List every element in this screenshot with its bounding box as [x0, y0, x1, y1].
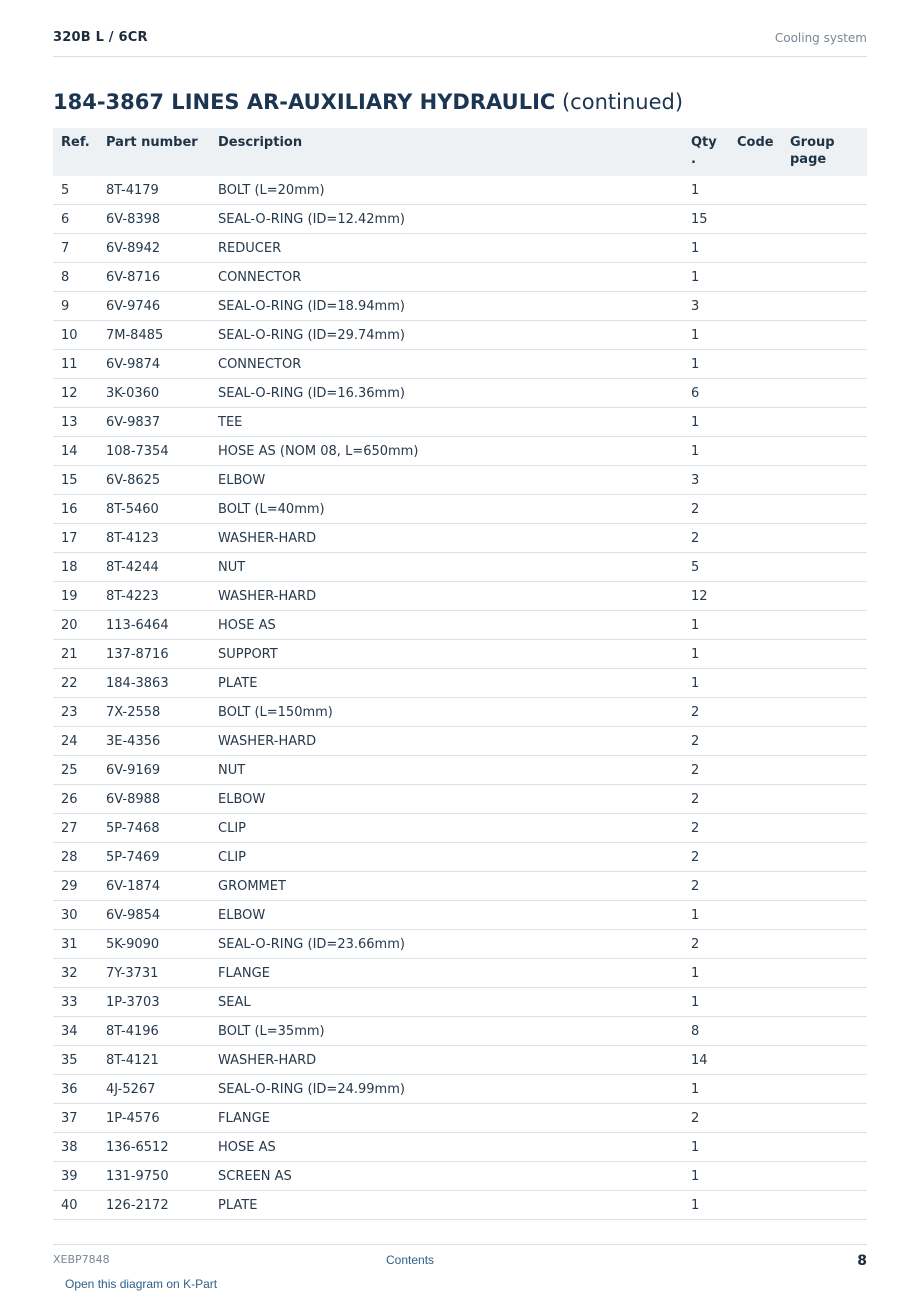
cell-qty: 2	[691, 1104, 737, 1133]
cell-part-number: 6V-9169	[106, 756, 218, 785]
cell-qty: 14	[691, 1046, 737, 1075]
cell-part-number: 113-6464	[106, 611, 218, 640]
cell-qty: 2	[691, 727, 737, 756]
machine-model: 320B L / 6CR	[53, 30, 148, 45]
cell-group-page	[790, 1046, 867, 1075]
cell-code	[737, 1017, 790, 1046]
cell-qty: 1	[691, 988, 737, 1017]
cell-group-page	[790, 988, 867, 1017]
cell-description: SEAL-O-RING (ID=18.94mm)	[218, 292, 691, 321]
header-ref: Ref.	[53, 128, 106, 176]
cell-part-number: 8T-4223	[106, 582, 218, 611]
cell-ref: 38	[53, 1133, 106, 1162]
table-row	[53, 1046, 867, 1075]
cell-description: BOLT (L=150mm)	[218, 698, 691, 727]
cell-group-page	[790, 582, 867, 611]
header-description: Description	[218, 128, 691, 176]
header-part-number: Part number	[106, 128, 218, 176]
cell-group-page	[790, 1075, 867, 1104]
cell-ref: 14	[53, 437, 106, 466]
cell-description: FLANGE	[218, 1104, 691, 1133]
cell-group-page	[790, 234, 867, 263]
cell-code	[737, 1075, 790, 1104]
table-row	[53, 1191, 867, 1220]
cell-qty: 1	[691, 640, 737, 669]
cell-qty: 1	[691, 959, 737, 988]
cell-part-number: 4J-5267	[106, 1075, 218, 1104]
page-header	[53, 28, 867, 57]
cell-qty: 12	[691, 582, 737, 611]
cell-qty: 2	[691, 698, 737, 727]
table-row	[53, 495, 867, 524]
cell-code	[737, 263, 790, 292]
cell-part-number: 6V-8398	[106, 205, 218, 234]
cell-ref: 39	[53, 1162, 106, 1191]
cell-group-page	[790, 495, 867, 524]
table-header-row	[53, 128, 867, 176]
cell-part-number: 6V-8716	[106, 263, 218, 292]
cell-description: CLIP	[218, 843, 691, 872]
table-row	[53, 640, 867, 669]
cell-part-number: 8T-4121	[106, 1046, 218, 1075]
cell-ref: 10	[53, 321, 106, 350]
cell-ref: 21	[53, 640, 106, 669]
cell-group-page	[790, 1191, 867, 1220]
cell-description: CONNECTOR	[218, 263, 691, 292]
cell-qty: 6	[691, 379, 737, 408]
cell-part-number: 137-8716	[106, 640, 218, 669]
cell-part-number: 6V-8625	[106, 466, 218, 495]
cell-code	[737, 495, 790, 524]
cell-qty: 2	[691, 495, 737, 524]
cell-ref: 36	[53, 1075, 106, 1104]
cell-code	[737, 408, 790, 437]
cell-code	[737, 1162, 790, 1191]
cell-code	[737, 466, 790, 495]
cell-code	[737, 640, 790, 669]
table-row	[53, 698, 867, 727]
cell-group-page	[790, 379, 867, 408]
cell-code	[737, 901, 790, 930]
cell-ref: 33	[53, 988, 106, 1017]
cell-part-number: 8T-4179	[106, 176, 218, 205]
cell-ref: 12	[53, 379, 106, 408]
parts-table	[53, 128, 867, 1220]
cell-group-page	[790, 1133, 867, 1162]
cell-code	[737, 843, 790, 872]
cell-qty: 1	[691, 1133, 737, 1162]
cell-description: NUT	[218, 756, 691, 785]
cell-part-number: 1P-4576	[106, 1104, 218, 1133]
cell-part-number: 126-2172	[106, 1191, 218, 1220]
cell-group-page	[790, 263, 867, 292]
header-qty-line2: .	[691, 152, 696, 167]
cell-description: WASHER-HARD	[218, 1046, 691, 1075]
cell-group-page	[790, 408, 867, 437]
cell-qty: 1	[691, 321, 737, 350]
table-row	[53, 1075, 867, 1104]
cell-part-number: 7M-8485	[106, 321, 218, 350]
cell-code	[737, 1046, 790, 1075]
table-row	[53, 611, 867, 640]
cell-description: SEAL-O-RING (ID=12.42mm)	[218, 205, 691, 234]
title-group-name: 184-3867 LINES AR-AUXILIARY HYDRAULIC	[53, 90, 556, 114]
header-qty-line1: Qty	[691, 135, 717, 150]
cell-ref: 8	[53, 263, 106, 292]
table-row	[53, 408, 867, 437]
table-row	[53, 1104, 867, 1133]
cell-group-page	[790, 321, 867, 350]
cell-part-number: 3E-4356	[106, 727, 218, 756]
cell-code	[737, 292, 790, 321]
cell-group-page	[790, 466, 867, 495]
cell-part-number: 8T-4244	[106, 553, 218, 582]
contents-link[interactable]: Contents	[386, 1253, 435, 1267]
cell-description: SEAL-O-RING (ID=29.74mm)	[218, 321, 691, 350]
cell-description: ELBOW	[218, 785, 691, 814]
cell-qty: 1	[691, 901, 737, 930]
cell-qty: 1	[691, 176, 737, 205]
page-footer	[53, 1244, 867, 1295]
cell-description: WASHER-HARD	[218, 727, 691, 756]
table-row	[53, 814, 867, 843]
table-row	[53, 292, 867, 321]
cell-qty: 2	[691, 930, 737, 959]
cell-group-page	[790, 437, 867, 466]
cell-part-number: 136-6512	[106, 1133, 218, 1162]
header-group-line1: Group	[790, 135, 835, 150]
cell-qty: 1	[691, 669, 737, 698]
cell-ref: 25	[53, 756, 106, 785]
cell-qty: 8	[691, 1017, 737, 1046]
cell-qty: 2	[691, 785, 737, 814]
cell-code	[737, 553, 790, 582]
cell-ref: 28	[53, 843, 106, 872]
cell-code	[737, 727, 790, 756]
cell-code	[737, 321, 790, 350]
cell-ref: 18	[53, 553, 106, 582]
cell-description: ELBOW	[218, 466, 691, 495]
cell-code	[737, 582, 790, 611]
cell-group-page	[790, 292, 867, 321]
cell-group-page	[790, 727, 867, 756]
cell-description: GROMMET	[218, 872, 691, 901]
cell-part-number: 1P-3703	[106, 988, 218, 1017]
cell-part-number: 108-7354	[106, 437, 218, 466]
cell-qty: 1	[691, 1075, 737, 1104]
cell-description: HOSE AS (NOM 08, L=650mm)	[218, 437, 691, 466]
cell-part-number: 5P-7469	[106, 843, 218, 872]
cell-ref: 24	[53, 727, 106, 756]
cell-group-page	[790, 1104, 867, 1133]
cell-part-number: 7Y-3731	[106, 959, 218, 988]
table-row	[53, 872, 867, 901]
cell-code	[737, 698, 790, 727]
cell-group-page	[790, 814, 867, 843]
cell-qty: 1	[691, 350, 737, 379]
table-row	[53, 176, 867, 205]
cell-part-number: 3K-0360	[106, 379, 218, 408]
cell-ref: 7	[53, 234, 106, 263]
cell-group-page	[790, 756, 867, 785]
cell-ref: 5	[53, 176, 106, 205]
cell-part-number: 8T-4196	[106, 1017, 218, 1046]
cell-description: NUT	[218, 553, 691, 582]
cell-qty: 3	[691, 292, 737, 321]
cell-part-number: 6V-1874	[106, 872, 218, 901]
cell-code	[737, 756, 790, 785]
title-continued: (continued)	[555, 90, 684, 114]
table-row	[53, 756, 867, 785]
cell-code	[737, 785, 790, 814]
header-qty	[691, 128, 737, 176]
cell-ref: 37	[53, 1104, 106, 1133]
cell-qty: 1	[691, 408, 737, 437]
cell-group-page	[790, 901, 867, 930]
cell-code	[737, 176, 790, 205]
page-title	[53, 90, 683, 114]
cell-ref: 32	[53, 959, 106, 988]
table-row	[53, 901, 867, 930]
cell-ref: 11	[53, 350, 106, 379]
cell-qty: 1	[691, 263, 737, 292]
cell-ref: 27	[53, 814, 106, 843]
cell-code	[737, 1104, 790, 1133]
cell-description: ELBOW	[218, 901, 691, 930]
cell-ref: 13	[53, 408, 106, 437]
cell-qty: 15	[691, 205, 737, 234]
cell-ref: 40	[53, 1191, 106, 1220]
table-row	[53, 785, 867, 814]
cell-code	[737, 814, 790, 843]
cell-code	[737, 930, 790, 959]
table-row	[53, 466, 867, 495]
cell-code	[737, 872, 790, 901]
cell-ref: 15	[53, 466, 106, 495]
header-group-line2: page	[790, 152, 827, 167]
cell-part-number: 6V-8942	[106, 234, 218, 263]
cell-description: SCREEN AS	[218, 1162, 691, 1191]
cell-code	[737, 669, 790, 698]
cell-group-page	[790, 785, 867, 814]
cell-code	[737, 988, 790, 1017]
cell-description: SEAL	[218, 988, 691, 1017]
kpart-link[interactable]: Open this diagram on K-Part	[65, 1277, 218, 1291]
cell-part-number: 184-3863	[106, 669, 218, 698]
cell-description: CLIP	[218, 814, 691, 843]
table-row	[53, 350, 867, 379]
cell-group-page	[790, 1017, 867, 1046]
table-row	[53, 524, 867, 553]
cell-group-page	[790, 930, 867, 959]
cell-code	[737, 205, 790, 234]
cell-code	[737, 379, 790, 408]
cell-ref: 34	[53, 1017, 106, 1046]
table-row	[53, 1017, 867, 1046]
table-row	[53, 930, 867, 959]
cell-qty: 1	[691, 611, 737, 640]
cell-description: HOSE AS	[218, 611, 691, 640]
cell-code	[737, 959, 790, 988]
cell-part-number: 5P-7468	[106, 814, 218, 843]
cell-ref: 23	[53, 698, 106, 727]
cell-ref: 16	[53, 495, 106, 524]
table-row	[53, 379, 867, 408]
cell-qty: 2	[691, 524, 737, 553]
cell-description: BOLT (L=40mm)	[218, 495, 691, 524]
cell-description: WASHER-HARD	[218, 524, 691, 553]
table-row	[53, 959, 867, 988]
cell-ref: 22	[53, 669, 106, 698]
table-row	[53, 669, 867, 698]
cell-code	[737, 524, 790, 553]
cell-qty: 3	[691, 466, 737, 495]
cell-group-page	[790, 843, 867, 872]
cell-code	[737, 1133, 790, 1162]
table-row	[53, 321, 867, 350]
cell-part-number: 8T-4123	[106, 524, 218, 553]
cell-ref: 35	[53, 1046, 106, 1075]
table-row	[53, 1162, 867, 1191]
table-row	[53, 1133, 867, 1162]
cell-group-page	[790, 698, 867, 727]
cell-qty: 2	[691, 843, 737, 872]
cell-group-page	[790, 524, 867, 553]
cell-group-page	[790, 959, 867, 988]
cell-group-page	[790, 176, 867, 205]
cell-description: REDUCER	[218, 234, 691, 263]
cell-ref: 19	[53, 582, 106, 611]
cell-code	[737, 234, 790, 263]
cell-ref: 9	[53, 292, 106, 321]
cell-group-page	[790, 350, 867, 379]
cell-description: HOSE AS	[218, 1133, 691, 1162]
cell-code	[737, 611, 790, 640]
cell-ref: 20	[53, 611, 106, 640]
cell-code	[737, 350, 790, 379]
cell-qty: 1	[691, 1191, 737, 1220]
cell-code	[737, 437, 790, 466]
cell-ref: 6	[53, 205, 106, 234]
cell-description: WASHER-HARD	[218, 582, 691, 611]
cell-description: SEAL-O-RING (ID=24.99mm)	[218, 1075, 691, 1104]
cell-part-number: 6V-9854	[106, 901, 218, 930]
table-row	[53, 437, 867, 466]
cell-description: FLANGE	[218, 959, 691, 988]
cell-part-number: 7X-2558	[106, 698, 218, 727]
cell-description: CONNECTOR	[218, 350, 691, 379]
header-code: Code	[737, 128, 790, 176]
table-row	[53, 205, 867, 234]
cell-qty: 2	[691, 756, 737, 785]
cell-group-page	[790, 553, 867, 582]
table-row	[53, 988, 867, 1017]
cell-description: PLATE	[218, 669, 691, 698]
cell-description: SEAL-O-RING (ID=23.66mm)	[218, 930, 691, 959]
table-row	[53, 727, 867, 756]
document-id: XEBP7848	[53, 1253, 110, 1266]
cell-qty: 1	[691, 234, 737, 263]
cell-ref: 31	[53, 930, 106, 959]
cell-part-number: 5K-9090	[106, 930, 218, 959]
table-row	[53, 263, 867, 292]
cell-part-number: 6V-9837	[106, 408, 218, 437]
cell-description: BOLT (L=20mm)	[218, 176, 691, 205]
cell-description: BOLT (L=35mm)	[218, 1017, 691, 1046]
cell-part-number: 6V-9874	[106, 350, 218, 379]
cell-description: TEE	[218, 408, 691, 437]
cell-group-page	[790, 1162, 867, 1191]
cell-group-page	[790, 205, 867, 234]
cell-ref: 30	[53, 901, 106, 930]
cell-part-number: 8T-5460	[106, 495, 218, 524]
cell-ref: 17	[53, 524, 106, 553]
cell-code	[737, 1191, 790, 1220]
cell-qty: 2	[691, 872, 737, 901]
cell-description: PLATE	[218, 1191, 691, 1220]
cell-part-number: 6V-8988	[106, 785, 218, 814]
cell-ref: 29	[53, 872, 106, 901]
page-number: 8	[857, 1253, 867, 1269]
table-row	[53, 582, 867, 611]
cell-qty: 5	[691, 553, 737, 582]
section-name: Cooling system	[774, 31, 867, 45]
table-row	[53, 553, 867, 582]
cell-group-page	[790, 872, 867, 901]
cell-part-number: 6V-9746	[106, 292, 218, 321]
cell-description: SEAL-O-RING (ID=16.36mm)	[218, 379, 691, 408]
cell-group-page	[790, 611, 867, 640]
cell-qty: 2	[691, 814, 737, 843]
header-group-page	[790, 128, 867, 176]
cell-ref: 26	[53, 785, 106, 814]
cell-qty: 1	[691, 1162, 737, 1191]
table-row	[53, 843, 867, 872]
cell-group-page	[790, 640, 867, 669]
cell-group-page	[790, 669, 867, 698]
cell-part-number: 131-9750	[106, 1162, 218, 1191]
cell-qty: 1	[691, 437, 737, 466]
table-row	[53, 234, 867, 263]
cell-description: SUPPORT	[218, 640, 691, 669]
